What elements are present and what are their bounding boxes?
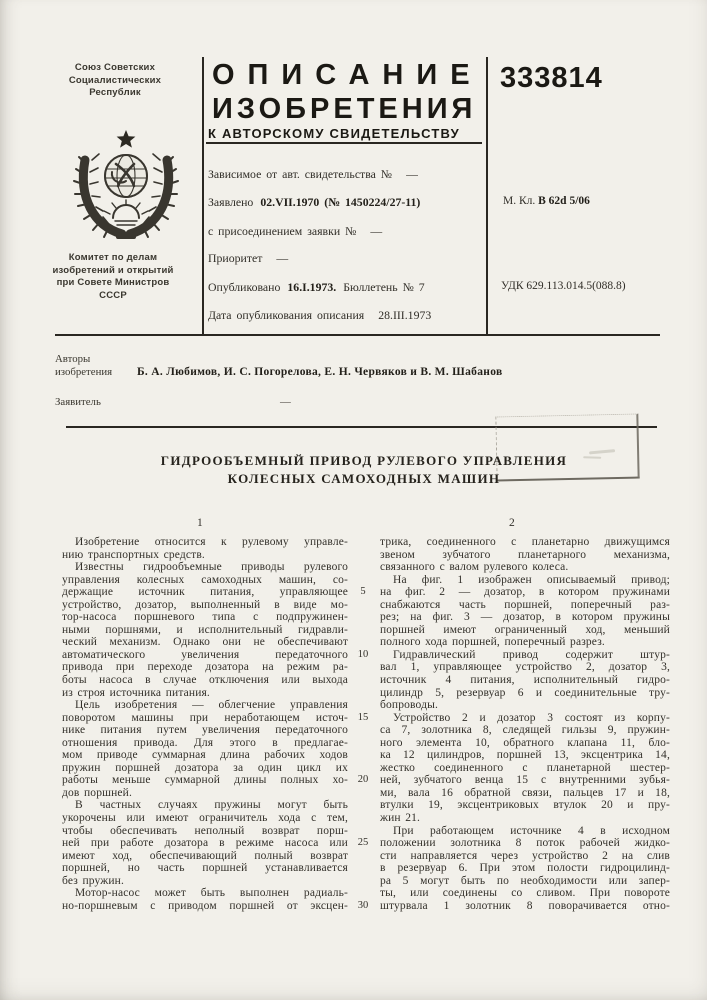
text-line: на фиг. 2 — дозатор, в котором пружинами bbox=[380, 586, 670, 599]
applicant-value: — bbox=[280, 396, 291, 408]
text-line: Гидравлический привод содержит штур- bbox=[393, 648, 670, 661]
text-line: управления колесных самоходных машин, со- bbox=[62, 573, 348, 586]
bib-field-label: с присоединением заявки № bbox=[208, 224, 357, 238]
column-1-header: 1 bbox=[197, 517, 203, 529]
bib-field-value-bold: 16.I.1973. bbox=[287, 280, 337, 294]
bib-field bbox=[208, 251, 288, 266]
text-line: боты насоса в случае отключения или выхода bbox=[62, 674, 348, 687]
text-line: ческий механизм. Однако они не обеспечивают bbox=[62, 636, 348, 649]
text-line: са 7, золотника 8, следящей гильзы 9, пружин- bbox=[380, 724, 670, 737]
text-line: штурвала 1 золотник 8 поворачивается отно- bbox=[380, 899, 670, 912]
committee-line: СССР bbox=[99, 289, 127, 301]
bib-field-value: Бюллетень № 7 bbox=[343, 280, 425, 294]
text-line: ного элемента 10, обратного клапана 11, бло- bbox=[380, 736, 670, 749]
country-name-block bbox=[40, 62, 190, 100]
bib-field bbox=[208, 308, 431, 323]
text-line: ней при работе дозатора в режиме насоса или bbox=[62, 837, 348, 850]
ipc-value: В 62d 5/06 bbox=[538, 195, 590, 207]
text-line: На фиг. 1 изображен описываемый привод; bbox=[393, 573, 670, 586]
text-line: держащие источник питания, управляющее bbox=[62, 586, 348, 599]
bib-field-value: — bbox=[406, 167, 418, 181]
text-line: Устройство 2 и дозатор 3 состоят из корпу- bbox=[393, 711, 670, 724]
invention-title-line2: КОЛЕСНЫХ САМОХОДНЫХ МАШИН bbox=[227, 471, 501, 486]
invention-title-line1: ГИДРООБЪЕМНЫЙ ПРИВОД РУЛЕВОГО УПРАВЛЕНИЯ bbox=[160, 453, 568, 468]
text-line: жестко соединенного с планетарной шестер- bbox=[380, 761, 670, 774]
text-line: из строя источника питания. bbox=[62, 686, 210, 699]
text-line: положении золотника 8 поток рабочей жидко- bbox=[380, 837, 670, 850]
udc-number: УДК 629.113.014.5(088.8) bbox=[501, 280, 626, 292]
body-column-right bbox=[380, 536, 670, 912]
text-line: полного хода поршней, поперечный разрез. bbox=[380, 636, 605, 649]
bib-field bbox=[208, 167, 418, 182]
text-line: Известны гидрообъемные приводы рулевого bbox=[75, 561, 348, 574]
authors-label-line1: Авторы bbox=[55, 353, 91, 365]
text-line: снабжаются часть поршней, поперечный раз- bbox=[380, 598, 670, 611]
text-line: поршней, но часть поршней устанавливается bbox=[62, 862, 348, 875]
text-line: нике питания путем увеличения передаточного bbox=[62, 724, 348, 737]
text-line: трика, соединенного с планетарно движущимся bbox=[380, 536, 670, 548]
text-line: привода при переходе дозатора на режим ра- bbox=[62, 661, 348, 674]
text-line: связанного с валом рулевого колеса. bbox=[380, 561, 569, 574]
text-line: ты, или соединены со сливом. При повороте bbox=[380, 887, 670, 900]
text-line: укорочены или имеют ограничитель хода с тем, bbox=[62, 812, 348, 825]
bib-field bbox=[208, 280, 425, 295]
gutter-line-number: 15 bbox=[357, 711, 369, 723]
ipc-classification bbox=[503, 195, 590, 207]
authors-names: Б. А. Любимов, И. С. Погорелова, Е. Н. Червяков и В. М. Шабанов bbox=[137, 366, 503, 378]
text-line: устройство, дозатор, выполненный в виде мо- bbox=[62, 598, 348, 611]
committee-line: Комитет по делам bbox=[68, 252, 158, 263]
text-line: жин 21. bbox=[380, 812, 421, 825]
bib-field-label: Дата опубликования описания bbox=[208, 308, 365, 322]
authors-label-line2: изобретения bbox=[55, 366, 113, 378]
text-line: Мотор-насос может быть выполнен радиаль- bbox=[75, 887, 348, 900]
bib-field-label: Заявлено bbox=[208, 195, 254, 209]
text-line: работы меньше суммарной длины полных хо- bbox=[62, 774, 348, 787]
text-line: Цель изобретения — облегчение управления bbox=[75, 699, 348, 712]
text-line: но-поршневым с приводом поршней от эксцен- bbox=[62, 899, 348, 912]
country-name-line: Республик bbox=[89, 87, 141, 98]
gutter-line-number: 20 bbox=[357, 774, 369, 786]
text-line: цилиндр 5, резервуар 6 и соединительные тру- bbox=[380, 686, 670, 699]
text-line: мом приводе суммарная длина рабочих ходов bbox=[62, 749, 348, 762]
header-bottom-rule bbox=[55, 334, 660, 336]
text-line: звеном зубчатого планетарного механизма, bbox=[380, 548, 670, 561]
authors-label bbox=[55, 353, 112, 379]
committee-line: при Совете Министров bbox=[56, 277, 170, 288]
column-2-header: 2 bbox=[509, 517, 515, 529]
text-line: вал 1, управляющее устройство 2, дозатор 3, bbox=[380, 661, 670, 674]
text-line: дов поршней. bbox=[62, 786, 133, 799]
bib-field-label: Приоритет bbox=[208, 251, 263, 265]
header-divider-left bbox=[202, 57, 204, 335]
country-name-line: Социалистических bbox=[68, 74, 162, 86]
text-line: ней, зубчатого венца 15 с внутренними зубья- bbox=[380, 774, 670, 787]
ipc-label: М. Кл. bbox=[503, 195, 536, 207]
bib-field bbox=[208, 195, 420, 210]
text-line: ными поршнями, и исполнительный гидравли- bbox=[62, 623, 348, 636]
committee-line: изобретений и открытий bbox=[52, 264, 174, 276]
text-line: нию транспортных средств. bbox=[62, 548, 205, 561]
bib-field-value-bold: 02.VII.1970 (№ 1450224/27-11) bbox=[260, 195, 421, 209]
country-name-line: Союз Советских bbox=[74, 62, 156, 73]
body-column-left bbox=[62, 536, 348, 912]
text-line: имеют ход, обеспечивающий полный возврат bbox=[62, 849, 348, 862]
text-line: без пружин. bbox=[62, 874, 124, 887]
gutter-line-number: 10 bbox=[357, 648, 369, 660]
text-line: источник 4 питания, исполнительный гидро- bbox=[380, 674, 670, 687]
text-line: При работающем источнике 4 в исходном bbox=[393, 824, 670, 837]
ussr-coat-of-arms-icon bbox=[66, 126, 186, 249]
text-line: втулки 19, эксцентриковых втулок 20 и пру- bbox=[380, 799, 670, 812]
patent-number: 333814 bbox=[500, 62, 603, 94]
text-line: сти направляется через устройство 2 на слив bbox=[380, 849, 670, 862]
text-line: ка 12 цилиндров, поршней 13, эксцентрика 14, bbox=[380, 749, 670, 762]
header-divider-right bbox=[486, 57, 488, 335]
text-line: автоматического увеличения передаточного bbox=[62, 648, 348, 661]
gutter-line-number: 25 bbox=[357, 837, 369, 849]
text-line: В частных случаях пружины могут быть bbox=[75, 799, 348, 812]
text-line: рез; на фиг. 3 — дозатор, в котором пружины bbox=[380, 611, 670, 624]
bib-field-value: 28.III.1973 bbox=[378, 308, 432, 322]
text-line: пружин поршней дозатора за один цикл их bbox=[62, 761, 348, 774]
bib-field-value: — bbox=[370, 224, 383, 238]
bib-field bbox=[208, 224, 382, 239]
bib-field-value: — bbox=[276, 251, 289, 265]
applicant-label: Заявитель bbox=[55, 396, 101, 408]
text-line: ми, вала 16 обратной связи, пальцев 17 и 18, bbox=[380, 786, 670, 799]
text-line: в резервуар 6. При этом полости гидроцилинд- bbox=[380, 862, 670, 875]
text-line: чтобы обеспечивать неполный возврат порш- bbox=[62, 824, 348, 837]
text-line: бопроводы. bbox=[380, 699, 438, 712]
star-icon bbox=[117, 130, 136, 148]
invention-title bbox=[60, 452, 668, 488]
text-line: отношения привода. Для этого в предлагае- bbox=[62, 736, 348, 749]
text-line: поворотом машины при неработающем источ- bbox=[62, 711, 348, 724]
text-line: ра 5 могут быть по необходимости или запер- bbox=[380, 874, 670, 887]
bib-field-label: Зависимое от авт. свидетельства № bbox=[208, 167, 393, 181]
doc-type-title-line2: ИЗОБРЕТЕНИЯ bbox=[212, 93, 477, 125]
text-line: поршней имеют ограниченный ход, меньший bbox=[380, 623, 670, 636]
doc-type-title-line1: ОПИСАНИЕ bbox=[212, 59, 483, 91]
gutter-line-number: 30 bbox=[357, 899, 369, 911]
bib-field-label: Опубликовано bbox=[208, 280, 281, 294]
gutter-line-number: 5 bbox=[360, 586, 366, 598]
text-line: Изобретение относится к рулевому управле- bbox=[75, 536, 348, 548]
doc-subtitle-underline bbox=[206, 142, 482, 144]
text-line: тор-насоса поршневого типа с подпружинен- bbox=[62, 611, 348, 624]
committee-block bbox=[33, 252, 193, 302]
doc-subtitle: К АВТОРСКОМУ СВИДЕТЕЛЬСТВУ bbox=[208, 126, 460, 141]
